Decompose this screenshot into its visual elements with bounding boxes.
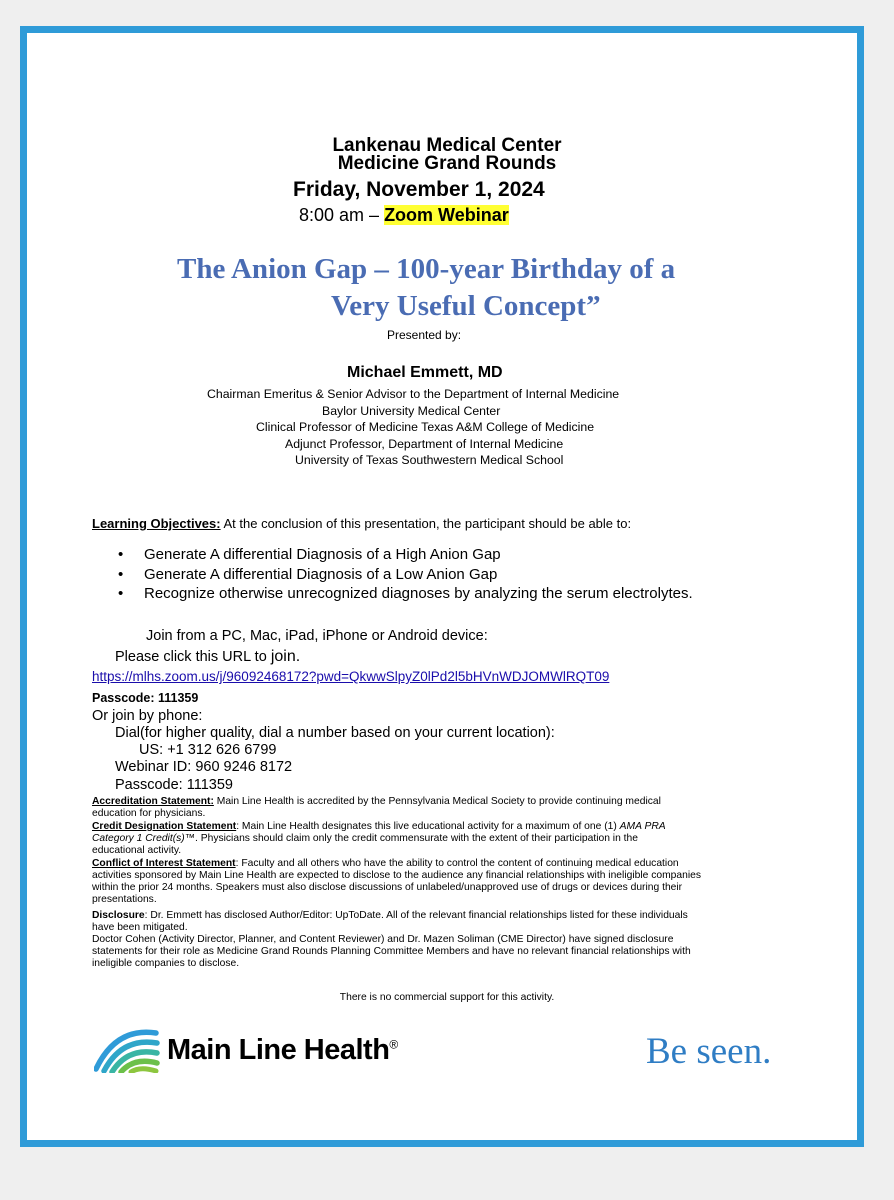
disclosure-text: : Dr. Emmett has disclosed Author/Editor: UpToDate. All of the relevant financial relationships listed for these individuals [144,910,688,921]
conflict-text-line: activities sponsored by Main Line Health are expected to disclose to the audience any financial relationships with ineligible companies [92,870,702,881]
us-phone-number: US: +1 312 626 6799 [139,742,277,758]
department-name: Medicine Grand Rounds [337,153,557,174]
credit-text-line [92,833,638,845]
committee-text-line: statements for their role as Medicine Grand Rounds Planning Committee Members and have no relevant financial relationships with [92,946,691,957]
phone-intro: Or join by phone: [92,708,203,724]
time-prefix: 8:00 am – [299,205,385,225]
join-word: join. [270,648,301,665]
conflict-text: : Faculty and all others who have the ability to control the content of continuing medical education [235,858,679,869]
passcode: Passcode: 111359 [92,691,199,705]
credit-ama-pra: AMA PRA [619,821,666,832]
credit-text: ™. Physicians should claim only the credit commensurate with the extent of their participation in the [184,833,638,844]
disclosure-heading: Disclosure [92,910,145,921]
learning-objectives-heading: Learning Objectives: [92,516,221,531]
conflict-text-line: within the prior 24 months. Speakers must also disclose discussions of unlabeled/unapproved use of drugs or devices during their [92,882,683,893]
disclosure-statement [92,910,688,922]
credit-statement [92,821,666,833]
objectives-list [118,546,693,605]
speaker-name: Michael Emmett, MD [347,364,503,381]
credit-text: : Main Line Health designates this live educational activity for a maximum of one (1) [236,821,620,832]
webinar-id: Webinar ID: 960 9246 8172 [115,759,293,775]
accreditation-heading: Accreditation Statement: [92,796,214,807]
committee-text-line: Doctor Cohen (Activity Director, Planner, and Content Reviewer) and Dr. Mazen Soliman (CME Director) have signed disclosure [92,934,674,945]
speaker-affiliation: Clinical Professor of Medicine Texas A&M College of Medicine [256,420,595,434]
brand-name [167,1034,398,1067]
speaker-affiliation: Baylor University Medical Center [322,404,501,418]
dial-instructions: Dial(for higher quality, dial a number based on your current location): [115,725,555,741]
talk-title-line1: The Anion Gap – 100-year Birthday of a [177,253,676,285]
conflict-heading: Conflict of Interest Statement [92,858,236,869]
speaker-affiliation: Chairman Emeritus & Senior Advisor to the Department of Internal Medicine [207,387,620,401]
objective-item: • Generate A differential Diagnosis of a Low Anion Gap [118,566,693,586]
credit-heading: Credit Designation Statement [92,821,237,832]
event-date: Friday, November 1, 2024 [293,178,545,201]
speaker-affiliation: Adjunct Professor, Department of Internal Medicine [285,437,564,451]
main-line-health-logo-icon [94,1025,160,1073]
join-click-text [115,648,300,666]
disclosure-text-line: have been mitigated. [92,922,188,933]
brand-name-text: Main Line Health [167,1034,390,1066]
conflict-statement [92,858,679,870]
phone-passcode: Passcode: 111359 [115,777,233,793]
registered-mark: ® [389,1037,398,1052]
credit-category: Category 1 Credit(s) [92,833,185,844]
zoom-join-link[interactable]: https://mlhs.zoom.us/j/96092468172?pwd=QkwwSlpyZ0lPd2l5bHVnWDJOMWlRQT09 [92,669,610,684]
presented-by: Presented by: [387,328,462,342]
zoom-webinar-highlight: Zoom Webinar [384,205,509,225]
objective-item: • Recognize otherwise unrecognized diagnoses by analyzing the serum electrolytes. [118,585,693,605]
join-click-prefix: Please click this URL to [115,649,271,665]
learning-objectives [92,516,631,531]
join-devices: Join from a PC, Mac, iPad, iPhone or Android device: [146,628,488,644]
committee-text-line: ineligible companies to disclose. [92,958,240,969]
institution-name: Lankenau Medical Center [332,135,562,156]
talk-title-line2: Very Useful Concept” [331,290,601,322]
accreditation-statement [92,796,661,808]
accreditation-text: Main Line Health is accredited by the Pennsylvania Medical Society to provide continuing medical [213,796,661,807]
credit-text-line: educational activity. [92,845,182,856]
speaker-affiliation: University of Texas Southwestern Medical School [295,453,564,467]
conflict-text-line: presentations. [92,894,157,905]
accreditation-text-line: education for physicians. [92,808,206,819]
objective-item: • Generate A differential Diagnosis of a High Anion Gap [118,546,693,566]
event-time [299,205,509,226]
commercial-support-note: There is no commercial support for this activity. [339,992,555,1003]
learning-objectives-intro: At the conclusion of this presentation, the participant should be able to: [220,516,632,531]
tagline: Be seen. [646,1031,772,1072]
